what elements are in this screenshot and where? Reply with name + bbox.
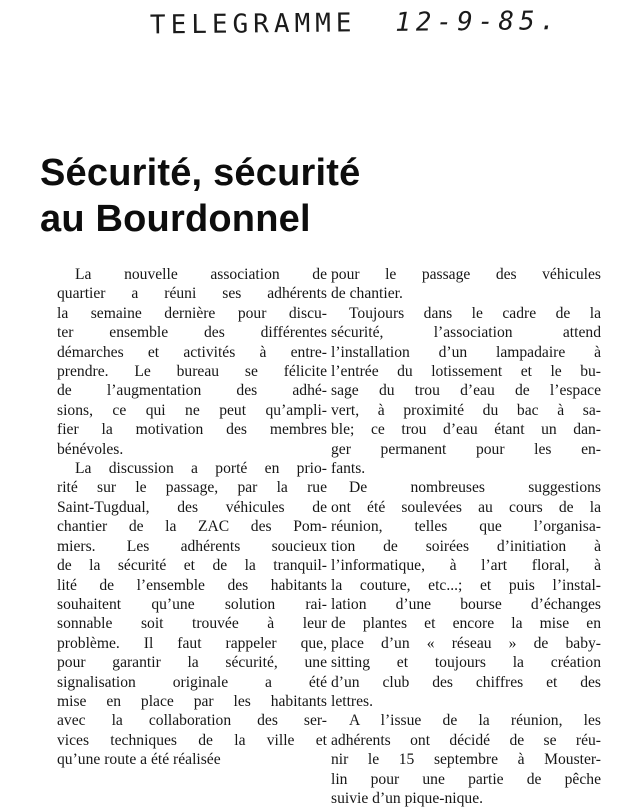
text-line: Saint-Tugdual, des véhicules de [57,498,327,516]
text-line: fants. [331,460,366,478]
text-line: de la sécurité et de la tranquil- [57,557,327,575]
text-line: prendre. Le bureau se félicite [57,363,327,381]
text-line: lettres. [331,692,373,710]
text-line: La nouvelle association de [75,266,327,283]
text-line: bénévoles. [57,440,124,458]
text-line: qu’une route a été réalisée [57,751,221,769]
text-line: De nombreuses suggestions [349,479,601,497]
text-line: mise en place par les habitants [57,692,327,710]
handwritten-date: 12-9-85. [394,6,561,38]
text-line: ger permanent pour les en- [331,440,601,458]
text-line: signalisation originale a été [57,673,327,691]
text-line: chantier de la ZAC des Pom- [57,518,327,536]
article-paragraph [331,711,601,808]
text-line: suivie d’un pique-nique. [331,789,484,807]
article-paragraph [57,265,327,459]
article-paragraph [331,478,601,711]
text-line: nir le 15 septembre à Mouster- [331,751,601,769]
text-line: ont été soulevées au cours de la [331,498,601,516]
text-line: rité sur le passage, par la rue [57,479,327,497]
text-line: place d’un « réseau » de baby- [331,634,601,652]
text-line: ble; ce trou d’eau étant un dan- [331,421,601,439]
text-line: ter ensemble des différentes [57,324,327,342]
text-line: sonnable soit trouvée à leur [57,615,327,633]
text-line: pour garantir la sécurité, une [57,654,327,672]
article-paragraph [331,304,601,479]
handwritten-annotation [150,6,620,51]
text-line: vert, à proximité du bac à sa- [331,401,601,419]
text-line: miers. Les adhérents soucieux [57,537,327,555]
article-headline [40,150,600,242]
text-line: sitting et toujours la création [331,654,601,672]
text-line: la semaine dernière pour discu- [57,304,327,322]
text-line: sage du trou d’eau de l’espace [331,382,601,400]
text-line: d’un club des chiffres et des [331,673,601,691]
article-paragraph [331,265,601,304]
text-line: Toujours dans le cadre de la [349,304,601,322]
headline-line-1: Sécurité, sécurité [40,152,361,194]
text-line: pour le passage des véhicules [331,266,601,283]
text-line: adhérents ont décidé de se réu- [331,731,601,749]
text-line: tion de soirées d’initiation à [331,537,601,555]
headline-line-2: au Bourdonnel [40,198,311,240]
article-column-left [57,265,327,770]
text-line: fier la motivation des membres [57,421,327,439]
text-line: la couture, etc...; et puis l’instal- [331,576,601,594]
text-line: l’entrée du lotissement et le bu- [331,363,601,381]
text-line: quartier a réuni ses adhérents [57,285,327,303]
text-line: vices techniques de la ville et [57,731,327,749]
text-line: de chantier. [331,285,403,303]
text-line: démarches et activités à entre- [57,343,327,361]
text-line: problème. Il faut rappeler que, [57,634,327,652]
text-line: l’informatique, à l’art floral, à [331,557,601,575]
text-line: l’installation d’un lampadaire à [331,343,601,361]
text-line: de plantes et encore la mise en [331,615,601,633]
text-line: La discussion a porté en prio- [75,460,327,478]
text-line: lation d’une bourse d’échanges [331,595,601,613]
text-line: de l’augmentation des adhé- [57,382,327,400]
text-line: lin pour une partie de pêche [331,770,601,788]
text-line: avec la collaboration des ser- [57,712,327,730]
article-paragraph [57,459,327,770]
text-line: sécurité, l’association attend [331,324,601,342]
text-line: A l’issue de la réunion, les [349,712,601,730]
text-line: lité de l’ensemble des habitants [57,576,327,594]
text-line: souhaitent qu’une solution rai- [57,595,327,613]
text-line: sions, ce qui ne peut qu’ampli- [57,401,327,419]
text-line: réunion, telles que l’organisa- [331,518,601,536]
article-column-right [331,265,601,808]
handwritten-source: TELEGRAMME [149,8,357,41]
